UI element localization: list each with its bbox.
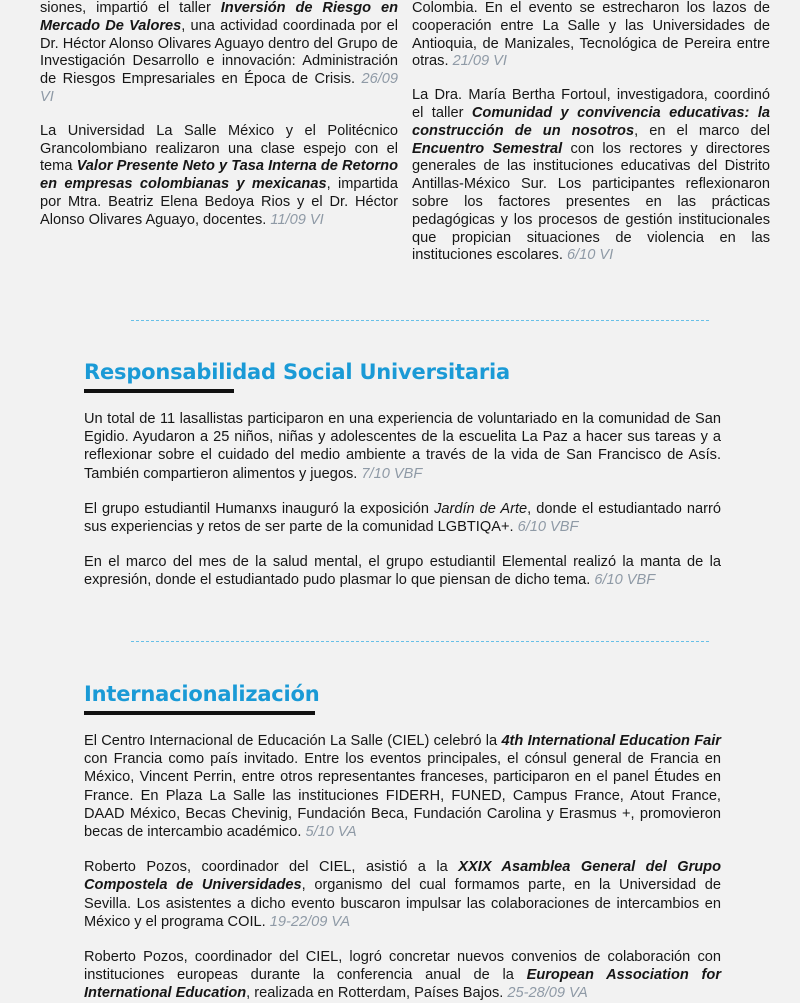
paragraph: La Universidad La Salle México y el Politécnico Grancolombiano realizaron una clase espejo con el tema Valor Presente Neto y Tasa Interna de Retorno en empresas colombianas y mexicanas, impartida por Mtra. Beatriz Elena Bedoya Rios y el Dr. Héctor Alonso Olivares Aguayo, docentes. 11/09 VI [40, 122, 398, 228]
section-divider-1 [131, 320, 709, 321]
entry-date: 5/10 VA [305, 824, 357, 841]
section-divider-2 [131, 641, 709, 642]
paragraph: Un total de 11 lasallistas participaron en una experiencia de voluntariado en la comunidad de San Egidio. Ayudaron a 25 niños, niñas y adolescentes de la escuelita La Paz a hacer sus tareas y a reflexionar sobre el cuidado del medio ambiente a través de la vida de San Francisco de Asís. También compartieron alimentos y juegos. 7/10 VBF [84, 411, 721, 482]
two-column-region [18, 0, 782, 300]
title-underline [84, 711, 315, 715]
entry-date: 19-22/09 VA [269, 913, 351, 930]
entry-date: 6/10 VBF [517, 519, 579, 536]
entry-date: 7/10 VBF [361, 465, 423, 482]
title-underline [84, 389, 234, 393]
section-title: Responsabilidad Social Universitaria [84, 360, 510, 384]
paragraph: El grupo estudiantil Humanxs inauguró la exposición Jardín de Arte, donde el estudiantado narró sus experiencias y retos de ser parte de la comunidad LGBTIQA+. 6/10 VBF [84, 500, 721, 536]
paragraph: El Centro Internacional de Educación La Salle (CIEL) celebró la 4th International Education Fair con Francia como país invitado. Entre los eventos principales, el cónsul general de Francia en México, Vincent Perrin, entre otros representantes franceses, participaron en el panel Études en France. En Plaza La Salle las instituciones FIDERH, FUNED, Campus France, Atout France, DAAD México, Becas Chevinig, Fundación Beca, Fundación Carolina y Erasmus +, promovieron becas de intercambio académico. 5/10 VA [84, 733, 721, 841]
paragraph: Roberto Pozos, coordinador del CIEL, asistió a la XXIX Asamblea General del Grupo Compostela de Universidades, organismo del cual formamos parte, en la Universidad de Sevilla. Los asistentes a dicho evento buscaron impulsar las colaboraciones de intercambios en México y el programa COIL. 19-22/09 VA [84, 859, 722, 930]
paragraph: Colombia. En el evento se estrecharon los lazos de cooperación entre La Salle y las Universidades de Antioquia, de Manizales, Tecnológica de Pereira entre otras. 21/09 VI [412, 0, 770, 70]
paragraph: En el marco del mes de la salud mental, el grupo estudiantil Elemental realizó la manta de la expresión, donde el estudiantado pudo plasmar lo que piensan de dicho tema. 6/10 VBF [84, 554, 721, 589]
entry-date: 21/09 VI [452, 53, 507, 70]
section-internacionalizacion [84, 682, 764, 1003]
column-left [40, 0, 398, 246]
column-right [412, 0, 770, 281]
entry-date: 11/09 VI [270, 211, 324, 228]
entry-date: 6/10 VI [566, 247, 614, 264]
section-body [84, 732, 721, 1003]
entry-date: 6/10 VBF [594, 572, 656, 589]
paragraph: La Dra. María Bertha Fortoul, investigadora, coordinó el taller Comunidad y convivencia educativas: la construcción de un nosotros, en el marco del Encuentro Semestral con los rectores y directores generales de las instituciones educativas del Distrito Antillas-México Sur. Los participantes reflexionaron sobre los factores presentes en las prácticas pedagógicas y los procesos de gestión institucionales que propician situaciones de violencia en las instituciones escolares. 6/10 VI [412, 87, 770, 264]
entry-date: 26/09 VI [40, 71, 398, 105]
section-responsabilidad-social-universitaria [84, 360, 764, 590]
newsletter-page [18, 0, 782, 1000]
section-body [84, 410, 721, 590]
paragraph: Roberto Pozos, coordinador del CIEL, logró concretar nuevos convenios de colaboración con instituciones europeas durante la conferencia anual de la European Association for International Education, realizada en Rotterdam, Países Bajos. 25-28/09 VA [84, 949, 722, 1002]
section-title: Internacionalización [84, 682, 320, 706]
entry-date: 25-28/09 VA [507, 985, 588, 1002]
paragraph: siones, impartió el taller Inversión de Riesgo en Mercado De Valores, una actividad coordinada por el Dr. Héctor Alonso Olivares Aguayo dentro del Grupo de Investigación Desarrollo e innovación: Administración de Riesgos Empresariales en Época de Crisis. 26/09 VI [40, 0, 398, 105]
